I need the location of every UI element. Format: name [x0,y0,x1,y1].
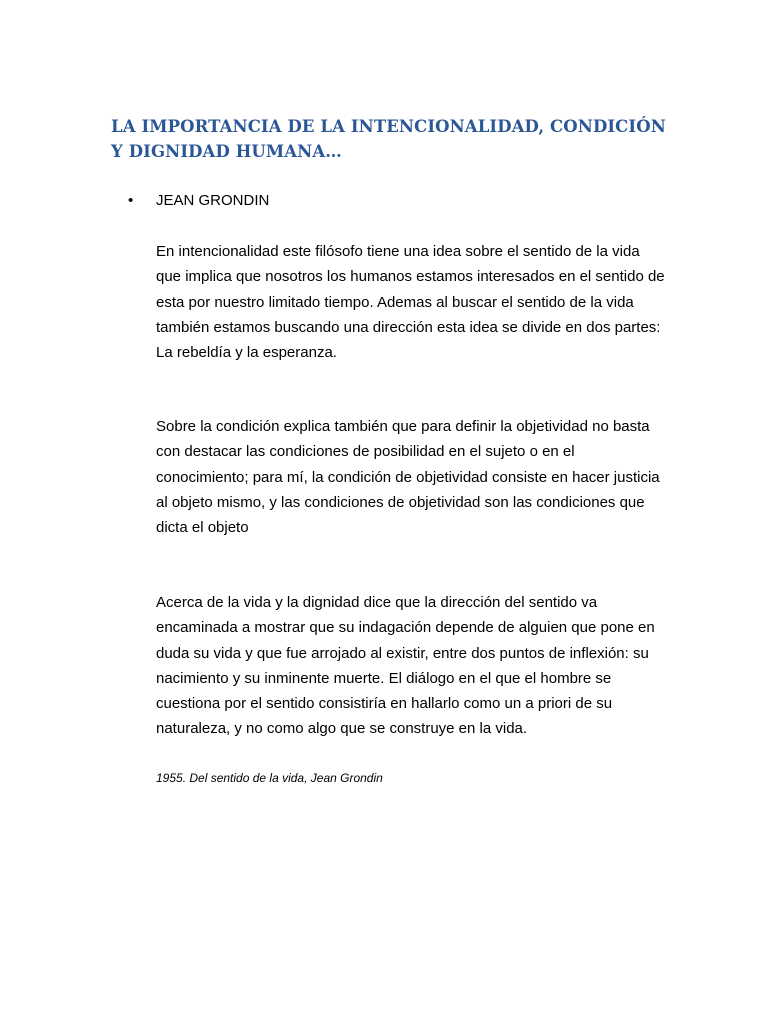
paragraph-dignidad: Acerca de la vida y la dignidad dice que la dirección del sentido va encaminada a mostrar que su indagación depende de alguien que pone en duda su vida y que fue arrojado al existir, entre dos puntos de inflexión: su nacimiento y su inminente muerte. El diálogo en el que el hombre se cuestiona por el sentido consistiría en hallarlo como un a priori de su naturaleza, y no como algo que se construye en la vida. [156,594,655,738]
bullet-icon: • [128,192,134,209]
document-title: LA IMPORTANCIA DE LA INTENCIONALIDAD, CONDICIÓN Y DIGNIDAD HUMANA… [111,117,666,161]
paragraph-condicion: Sobre la condición explica también que para definir la objetividad no basta con destacar las condiciones de posibilidad en el sujeto o en el conocimiento; para mí, la condición de objetividad consiste en hacer justicia al objeto mismo, y las condiciones de objetividad son las condiciones que dicta el objeto [156,418,660,537]
citation: 1955. Del sentido de la vida, Jean Grondin [156,771,383,785]
bullet-item-label: JEAN GRONDIN [156,192,270,209]
paragraph-intencionalidad: En intencionalidad este filósofo tiene una idea sobre el sentido de la vida que implica que nosotros los humanos estamos interesados en el sentido de esta por nuestro limitado tiempo. Ademas al buscar el sentido de la vida también estamos buscando una dirección esta idea se divide en dos partes: La rebeldía y la esperanza. [156,243,665,362]
